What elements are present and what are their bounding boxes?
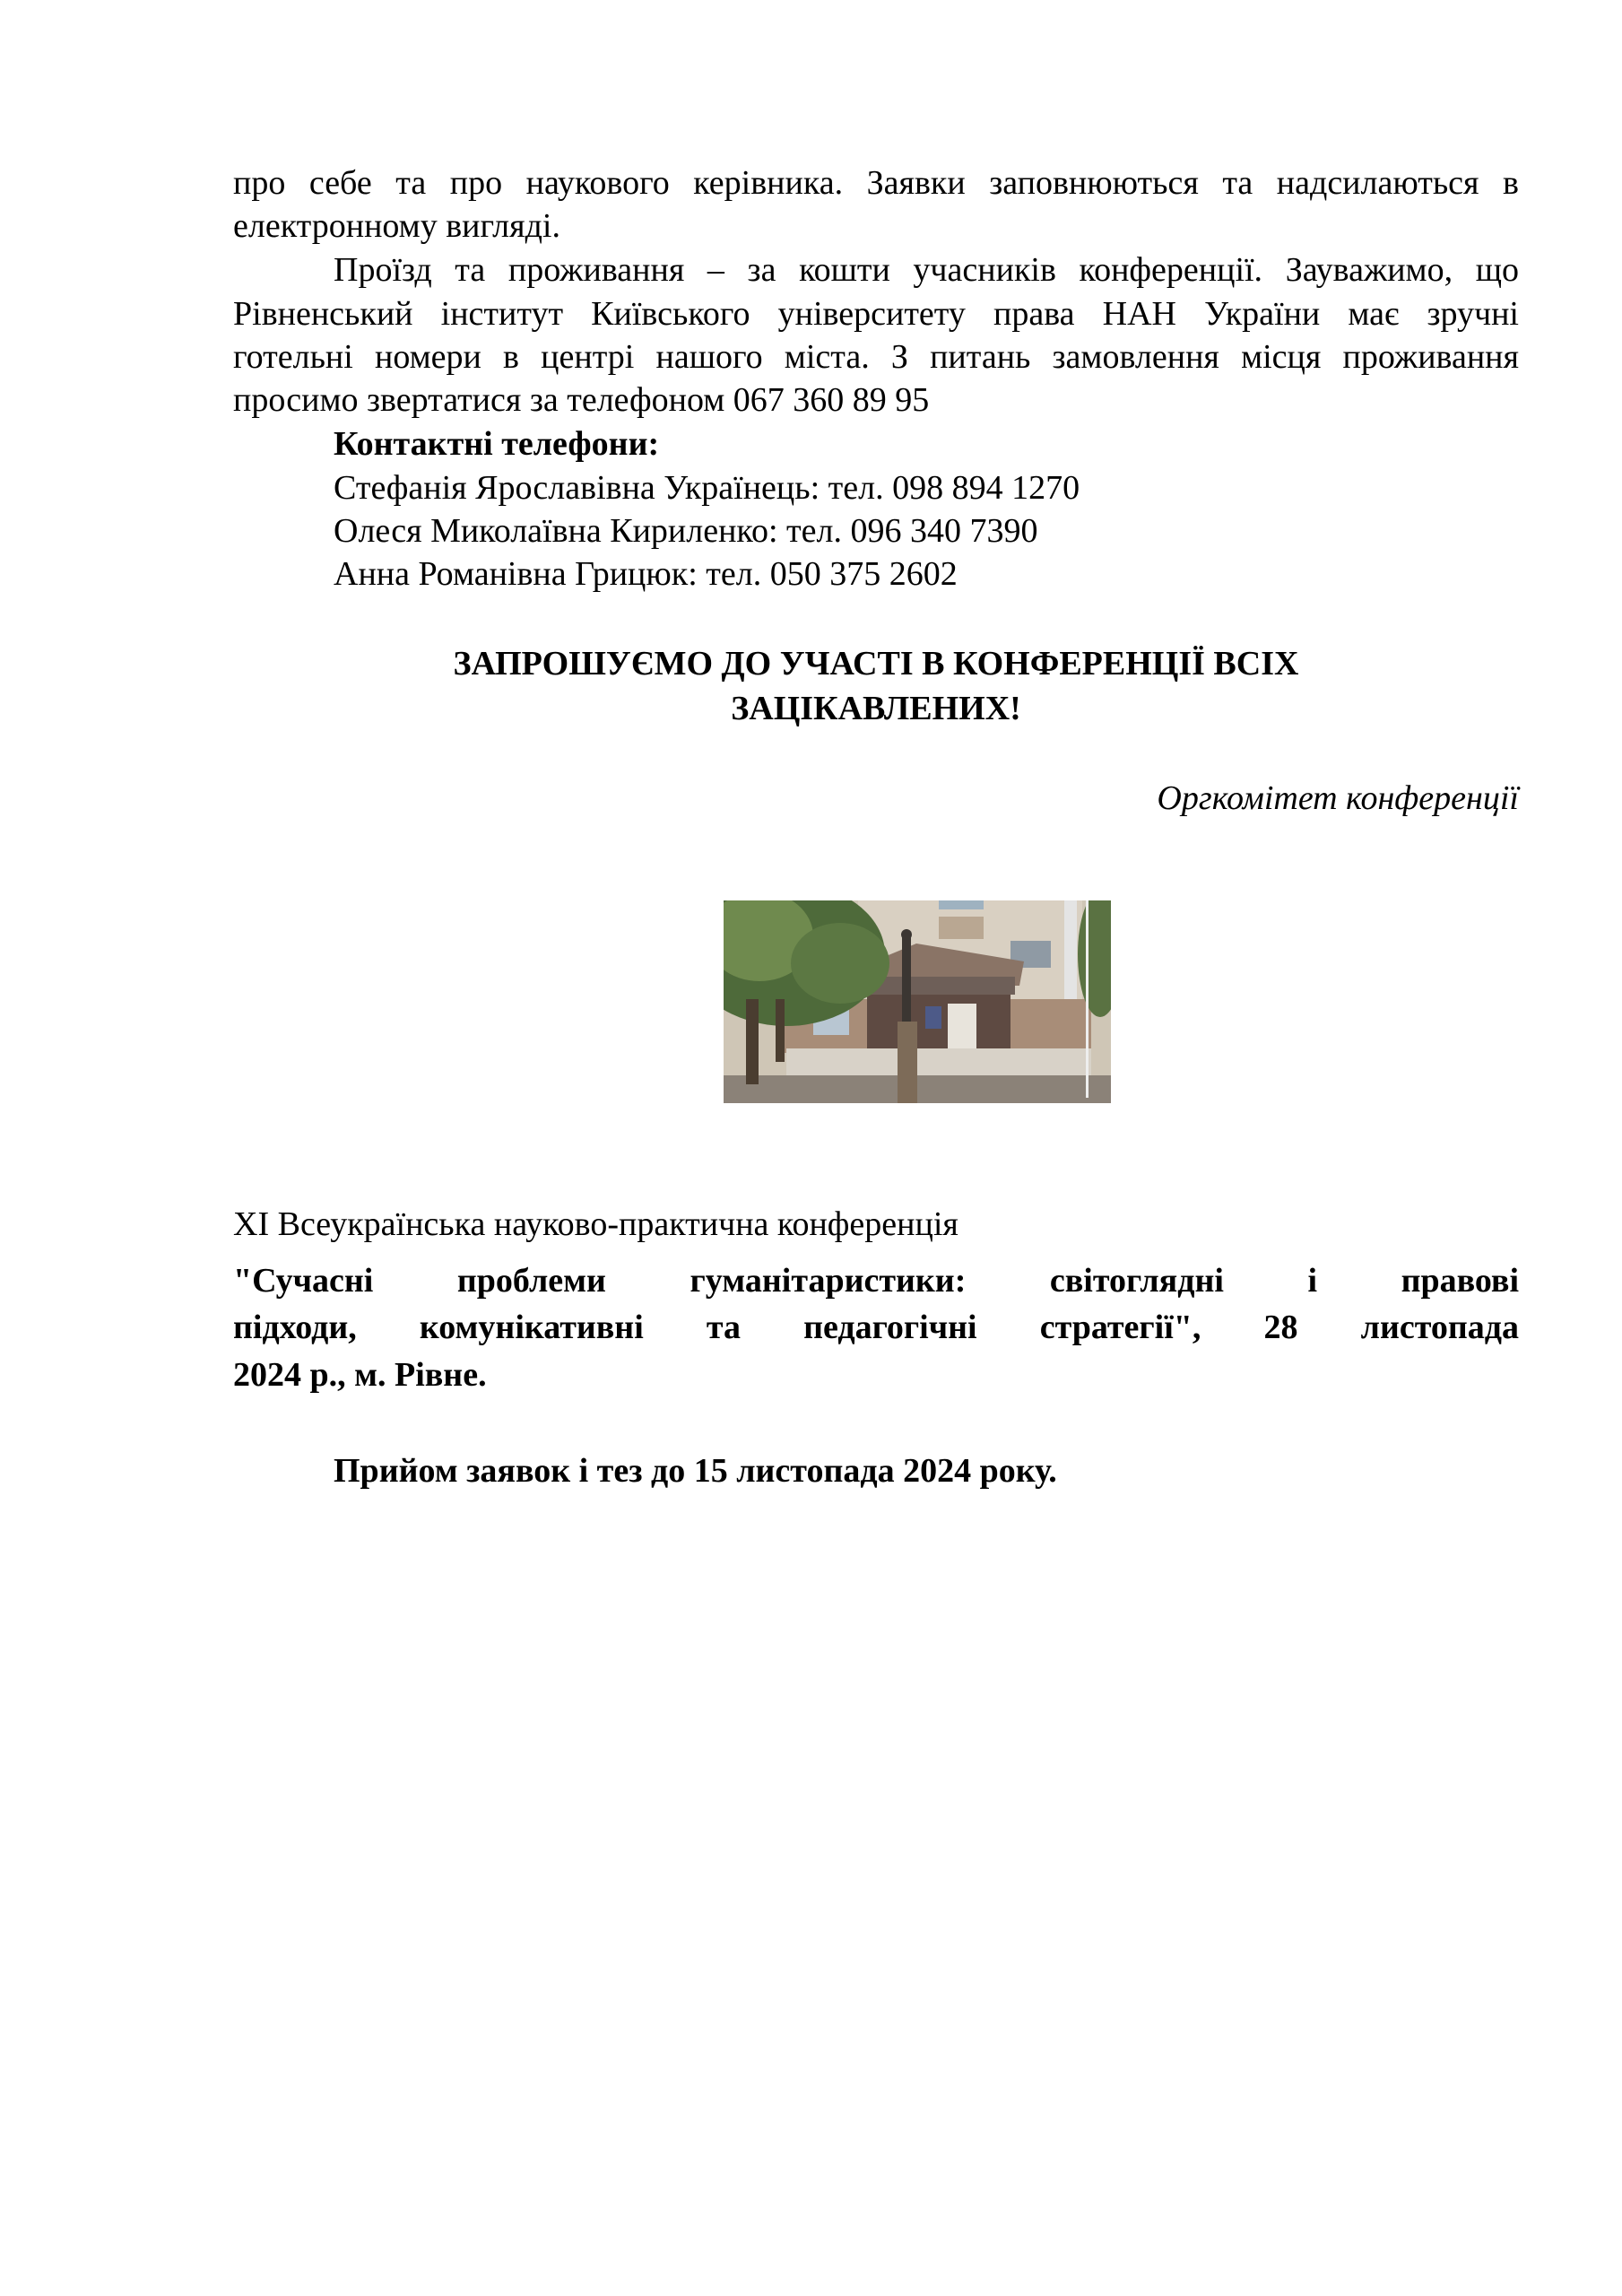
conference-title-line: підходи, комунікативні та педагогічні стратегії", 28 листопада: [233, 1309, 1519, 1346]
heading-line: ЗАЦІКАВЛЕНИХ!: [731, 690, 1021, 727]
text-line: про себе та про наукового керівника. Заявки заповнюються та надсилаються в: [233, 164, 1519, 202]
contact-item: Стефанія Ярославівна Українець: тел. 098 894 1270: [334, 469, 1080, 507]
organizing-committee-signature: Оргкомітет конференції: [1157, 779, 1519, 817]
conference-title-line: "Сучасні проблеми гуманітаристики: світоглядні і правові: [233, 1262, 1519, 1300]
contacts-heading: Контактні телефони:: [334, 425, 660, 463]
conference-intro: XI Всеукраїнська науково-практична конференція: [233, 1205, 958, 1243]
conference-title-line: 2024 р., м. Рівне.: [233, 1356, 487, 1394]
heading-line: ЗАПРОШУЄМО ДО УЧАСТІ В КОНФЕРЕНЦІЇ ВСІХ: [453, 645, 1299, 683]
contact-item: Олеся Миколаївна Кириленко: тел. 096 340 7390: [334, 512, 1038, 550]
institute-building-photo: [724, 900, 1111, 1103]
text-line: Проїзд та проживання – за кошти учасників конференції. Зауважимо, що: [334, 251, 1519, 289]
text-line: електронному вигляді.: [233, 207, 560, 245]
text-line: Рівненський інститут Київського університету права НАН України має зручні: [233, 295, 1519, 333]
submission-deadline: Прийом заявок і тез до 15 листопада 2024 року.: [334, 1452, 1057, 1490]
contact-item: Анна Романівна Грицюк: тел. 050 375 2602: [334, 555, 958, 593]
text-line: просимо звертатися за телефоном 067 360 89 95: [233, 381, 930, 419]
text-line: готельні номери в центрі нашого міста. З питань замовлення місця проживання: [233, 338, 1519, 376]
